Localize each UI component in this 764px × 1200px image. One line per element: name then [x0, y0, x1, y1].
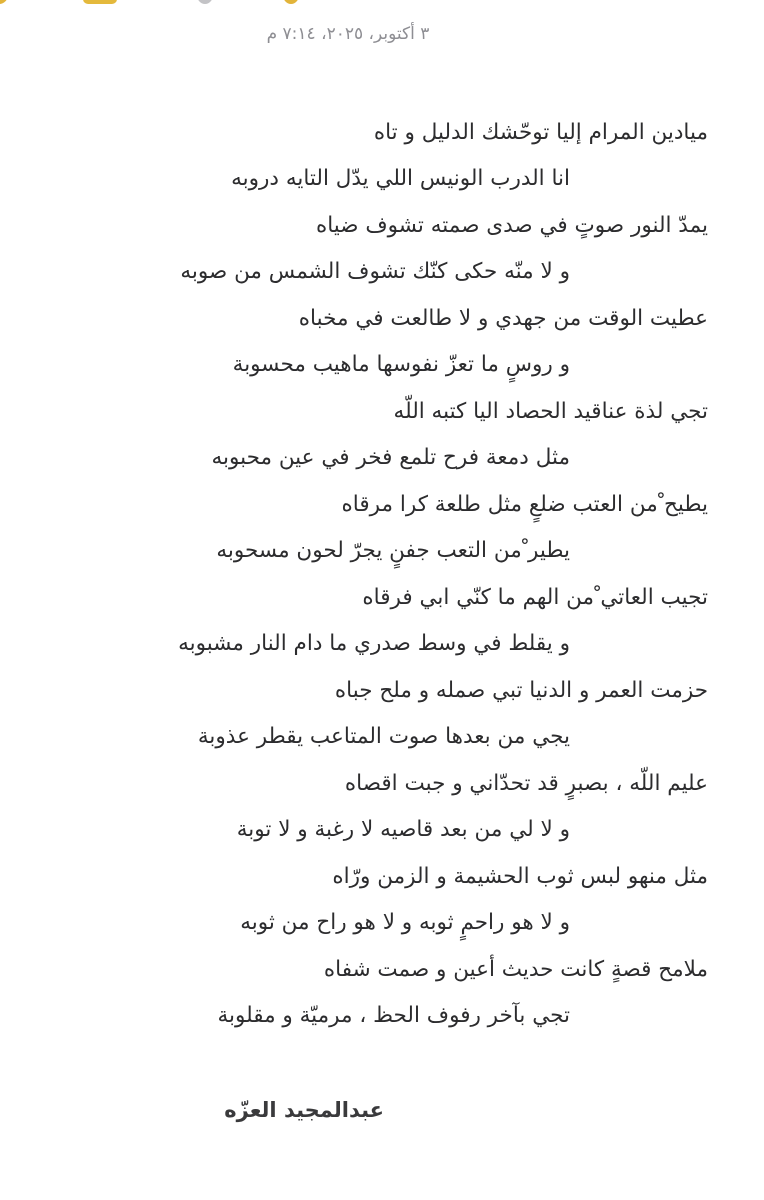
- poem-line: تجيب العاتي ْمن الهم ما كنّي ابي فرقاه: [362, 585, 708, 610]
- poem-line: عطيت الوقت من جهدي و لا طالعت في مخباه: [298, 306, 708, 331]
- poem-line: و لا لي من بعد قاصيه لا رغبة و لا توبة: [236, 817, 570, 842]
- toolbar-gold-circle-icon[interactable]: [283, 0, 299, 4]
- note-timestamp: [0, 24, 764, 44]
- poem-line: ميادين المرام إليا توحّشك الدليل و تاه: [373, 120, 708, 145]
- poem-line: و يقلط في وسط صدري ما دام النار مشبوبه: [178, 631, 570, 656]
- toolbar-partial-icon-left[interactable]: [0, 0, 8, 4]
- poem-line: ملامح قصةٍ كانت حديث أعين و صمت شفاه: [323, 957, 708, 982]
- poem-line: انا الدرب الونيس اللي يدّل التايه دروبه: [231, 166, 570, 191]
- poem-line: حزمت العمر و الدنيا تبي صمله و ملح جباه: [334, 678, 708, 703]
- poem-line: تجي لذة عناقيد الحصاد اليا كتبه اللّه: [393, 399, 708, 424]
- poem-line: مثل دمعة فرح تلمع فخر في عين محبوبه: [211, 445, 570, 470]
- poem-line: و لا هو راحمٍ ثوبه و لا هو راح من ثوبه: [240, 910, 570, 935]
- poem-line: تجي بآخر رفوف الحظ ، مرميّة و مقلوبة: [217, 1003, 570, 1028]
- poem-line: و روسٍ ما تعزّ نفوسها ماهيب محسوبة: [232, 352, 570, 377]
- toolbar-gray-circle-icon[interactable]: [197, 0, 213, 4]
- timestamp-text: ٣ أكتوبر، ٢٠٢٥، ٧:١٤ م: [266, 24, 430, 44]
- poem-line: و لا منّه حكى كنّك تشوف الشمس من صوبه: [180, 259, 570, 284]
- toolbar: [0, 0, 764, 10]
- toolbar-button-icon[interactable]: [83, 0, 117, 4]
- poem-line: يمدّ النور صوتٍ في صدى صمته تشوف ضياه: [315, 213, 708, 238]
- poem-line: يطير ْمن التعب جفنٍ يجرّ لحون مسحوبه: [216, 538, 570, 563]
- poem-signature: عبدالمجيد العزّه: [224, 1098, 384, 1122]
- poem-line: يطيح ْمن العتب ضلعٍ مثل طلعة كرا مرقاه: [341, 492, 708, 517]
- poem-line: يجي من بعدها صوت المتاعب يقطر عذوبة: [197, 724, 570, 749]
- poem-line: مثل منهو لبس ثوب الحشيمة و الزمن ورّاه: [332, 864, 708, 889]
- poem-line: عليم اللّه ، بصبرٍ قد تحدّاني و جبت اقصاه: [344, 771, 708, 796]
